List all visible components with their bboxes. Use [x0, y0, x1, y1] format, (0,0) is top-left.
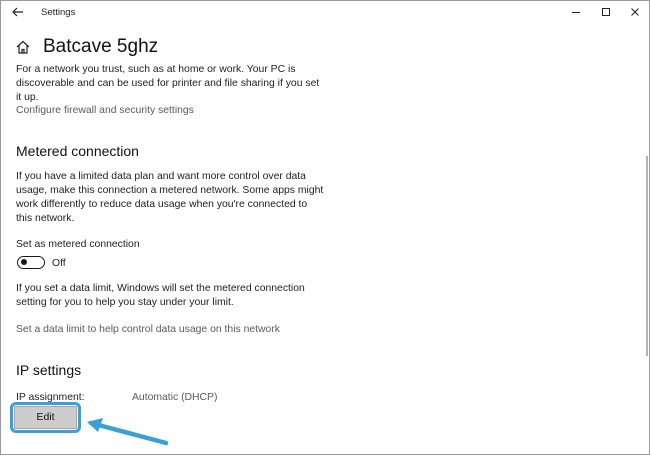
- minimize-icon[interactable]: [568, 4, 584, 20]
- firewall-settings-link[interactable]: Configure firewall and security settings: [16, 105, 194, 116]
- metered-toggle-state: Off: [52, 258, 66, 269]
- description-line: If you have a limited data plan and want more control over data: [16, 171, 306, 182]
- note-line: If you set a data limit, Windows will set the metered connection: [16, 283, 305, 294]
- metered-description: [16, 170, 323, 226]
- description-line: this network.: [16, 213, 75, 224]
- network-profile-description: [16, 63, 319, 105]
- back-arrow-icon[interactable]: [10, 4, 26, 20]
- close-icon[interactable]: [627, 4, 643, 20]
- metered-toggle[interactable]: [17, 256, 45, 269]
- description-line: discoverable and can be used for printer and file sharing if you set: [16, 78, 320, 89]
- scrollbar-thumb[interactable]: [646, 156, 648, 356]
- callout-arrow-icon: [81, 411, 181, 451]
- description-line: work differently to reduce data usage when you're connected to: [16, 199, 308, 210]
- maximize-icon[interactable]: [598, 4, 614, 20]
- window-title: Settings: [41, 7, 76, 18]
- page-title: Batcave 5ghz: [43, 36, 159, 57]
- metered-heading: Metered connection: [16, 143, 139, 159]
- metered-toggle-label: Set as metered connection: [16, 239, 140, 250]
- ip-assignment-label: IP assignment:: [16, 392, 85, 403]
- note-line: setting for you to help you stay under your limit.: [16, 297, 234, 308]
- description-line: usage, make this connection a metered network. Some apps might: [16, 185, 324, 196]
- ip-assignment-value: Automatic (DHCP): [132, 392, 218, 403]
- home-icon: [15, 39, 31, 55]
- ip-settings-heading: IP settings: [16, 362, 82, 378]
- edit-button[interactable]: Edit: [14, 406, 77, 429]
- data-limit-link[interactable]: Set a data limit to help control data usage on this network: [16, 324, 280, 335]
- title-bar: [1, 1, 650, 25]
- description-line: For a network you trust, such as at home or work. Your PC is: [16, 64, 296, 75]
- data-limit-note: [16, 282, 305, 310]
- toggle-knob: [21, 259, 27, 265]
- description-line: it up.: [16, 92, 39, 103]
